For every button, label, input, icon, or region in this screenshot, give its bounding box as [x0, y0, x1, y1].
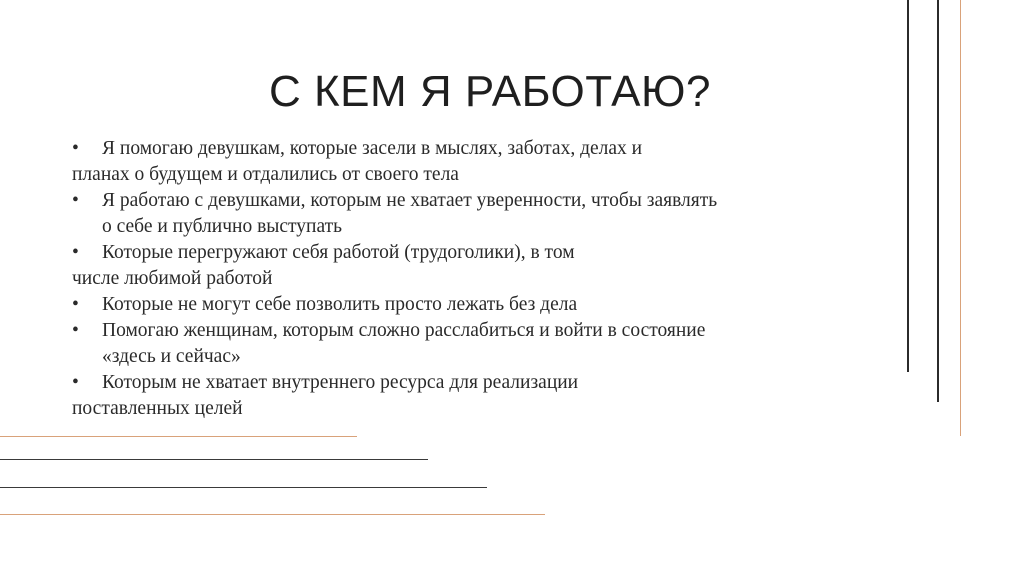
- bullet-text: Которым не хватает внутреннего ресурса для реализации: [102, 372, 579, 393]
- bullet-item: [72, 292, 902, 318]
- bullet-icon: •: [72, 242, 79, 263]
- decorative-horizontal-line: [0, 487, 487, 488]
- bullet-item: [72, 370, 902, 396]
- bullet-item-continuation: [72, 214, 902, 240]
- bullet-item: [72, 136, 902, 162]
- bullet-text: Я помогаю девушкам, которые засели в мыслях, заботах, делах и: [102, 138, 643, 159]
- decorative-horizontal-line: [0, 459, 428, 460]
- bullet-item: [72, 188, 902, 214]
- bullet-icon: •: [72, 320, 79, 341]
- bullet-item: [72, 318, 902, 344]
- decorative-horizontal-accent-line: [0, 436, 357, 437]
- bullet-item-continuation: [72, 396, 902, 422]
- bullet-item: [72, 240, 902, 266]
- decorative-vertical-line: [937, 0, 939, 402]
- bullet-list: [72, 136, 902, 422]
- bullet-text: числе любимой работой: [72, 268, 273, 289]
- bullet-icon: •: [72, 190, 79, 211]
- decorative-horizontal-accent-line: [0, 514, 545, 515]
- bullet-item-continuation: [72, 162, 902, 188]
- bullet-text: планах о будущем и отдалились от своего тела: [72, 164, 459, 185]
- bullet-item-continuation: [72, 344, 902, 370]
- bullet-icon: •: [72, 372, 79, 393]
- bullet-text: поставленных целей: [72, 398, 243, 419]
- bullet-text: Которые не могут себе позволить просто лежать без дела: [102, 294, 578, 315]
- decorative-vertical-line: [907, 0, 909, 372]
- bullet-text: о себе и публично выступать: [102, 216, 343, 237]
- bullet-item-continuation: [72, 266, 902, 292]
- bullet-icon: •: [72, 294, 79, 315]
- bullet-text: Я работаю с девушками, которым не хватает уверенности, чтобы заявлять: [102, 190, 718, 211]
- bullet-icon: •: [72, 138, 79, 159]
- bullet-text: Которые перегружают себя работой (трудоголики), в том: [102, 242, 575, 263]
- slide-title: С КЕМ Я РАБОТАЮ?: [269, 67, 711, 116]
- bullet-text: Помогаю женщинам, которым сложно расслабиться и войти в состояние: [102, 320, 706, 341]
- bullet-text: «здесь и сейчас»: [102, 346, 241, 367]
